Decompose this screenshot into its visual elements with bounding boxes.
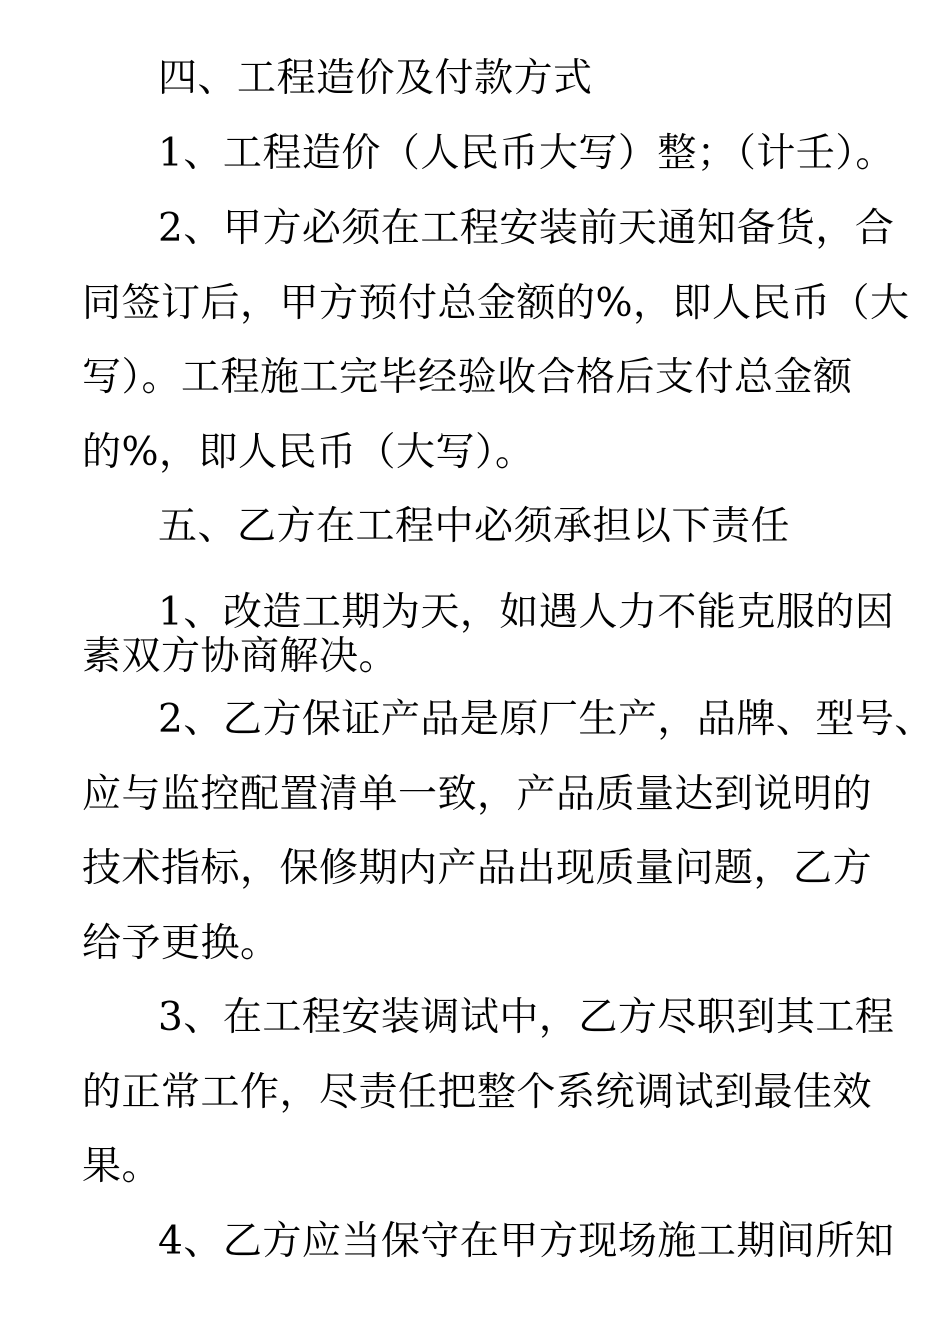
paragraph-line: 2、甲方必须在工程安装前天通知备货，合 [158,206,895,251]
paragraph-line: 果。 [82,1144,162,1189]
paragraph-line: 给予更换。 [82,921,280,966]
paragraph-line: 3、在工程安装调试中，乙方尽职到其工程 [158,995,895,1040]
section-heading-5: 五、乙方在工程中必须承担以下责任 [158,504,791,549]
section-heading-4: 四、工程造价及付款方式 [158,56,593,101]
paragraph-line: 2、乙方保证产品是原厂生产，品牌、型号、 [158,697,934,742]
paragraph-line: 技术指标，保修期内产品出现质量问题，乙方 [82,846,873,891]
paragraph-line: 同签订后，甲方预付总金额的%，即人民币（大 [82,281,910,326]
paragraph-line: 1、工程造价（人民币大写）整；（计壬）。 [158,131,895,176]
paragraph-line: 素双方协商解决。 [82,634,399,679]
paragraph-line: 的正常工作，尽责任把整个系统调试到最佳效 [82,1070,873,1115]
paragraph-line: 写）。工程施工完毕经验收合格后支付总金额 [82,355,853,400]
paragraph-line: 应与监控配置清单一致，产品质量达到说明的 [82,772,873,817]
paragraph-line: 1、改造工期为天，如遇人力不能克服的因 [158,590,895,635]
paragraph-line: 4、乙方应当保守在甲方现场施工期间所知 [158,1219,895,1264]
paragraph-line: 的%，即人民币（大写）。 [82,430,535,475]
